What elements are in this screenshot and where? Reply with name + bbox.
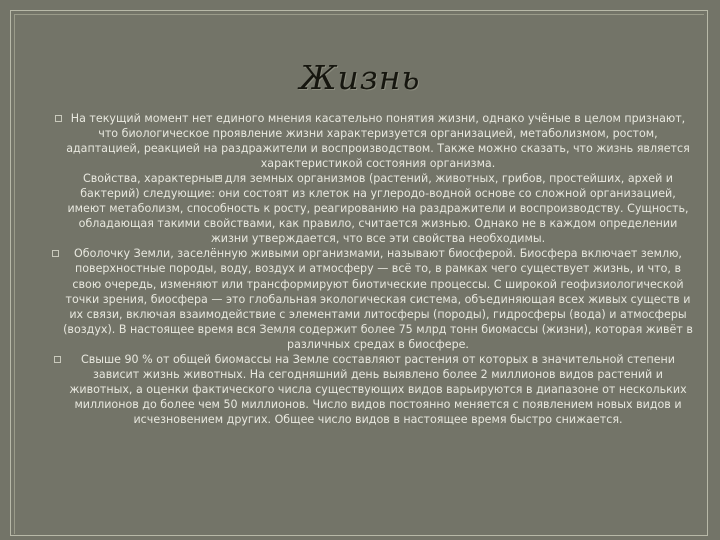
paragraph-1-text: На текущий момент нет единого мнения касательно понятия жизни, однако учёные в целом признают, что биологическое проявление жизни характеризуется организацией, метаболизмом, ростом, адаптацией, реакцией на раздражители и воспроизводством. Также можно сказать, что жизнь является характеристикой состояния организма. [66,112,690,171]
square-bullet-icon [54,356,61,363]
paragraph-2-text: Свойства, характерные для земных организмов (растений, животных, грибов, простейших, архей и бактерий) следующие: они состоят из клеток на углеродо-водной основе со сложной организацией, имеют метаболизм, способность к росту, реагированию на раздражители и воспроизводству. Сущность, обладающая такими свойствами, как правило, считается жизнью. Однако не в каждом определении жизни утверждается, что все эти свойства необходимы. [67,172,689,246]
paragraph-1 [62,111,694,171]
square-bullet-icon [55,115,62,122]
square-bullet-icon [52,250,59,257]
paragraph-3-text: Оболочку Земли, заселённую живыми организмами, называют биосферой. Биосфера включает землю, поверхностные породы, воду, воздух и атмосферу — всё то, в рамках чего существует жизнь, и что, в свою очередь, изменяют или трансформируют биотические процессы. С широкой геофизиологической точки зрения, биосфера — это глобальная экологическая система, объединяющая всех живых существ и их связи, включая взаимодействие с элементами литосферы (породы), гидросферы (вода) и атмосферы (воздух). В настоящее время вся Земля содержит более 75 млрд тонн биомассы (жизни), которая живёт в различных средах в биосфере. [63,247,693,351]
paragraph-4 [62,352,694,427]
paragraph-2 [62,171,694,246]
square-bullet-icon [215,175,222,182]
paragraph-4-text: Свыше 90 % от общей биомассы на Земле составляют растения от которых в значительной степени зависит жизнь животных. На сегодняшний день выявлено более 2 миллионов видов растений и животных, а оценки фактического числа существующих видов варьируются в диапазоне от нескольких миллионов до более чем 50 миллионов. Число видов постоянно меняется с появлением новых видов и исчезновением других. Общее число видов в настоящее время быстро снижается. [69,352,687,426]
paragraph-3 [62,246,694,351]
slide-title: Жизнь [299,58,421,97]
slide-body [62,111,694,427]
